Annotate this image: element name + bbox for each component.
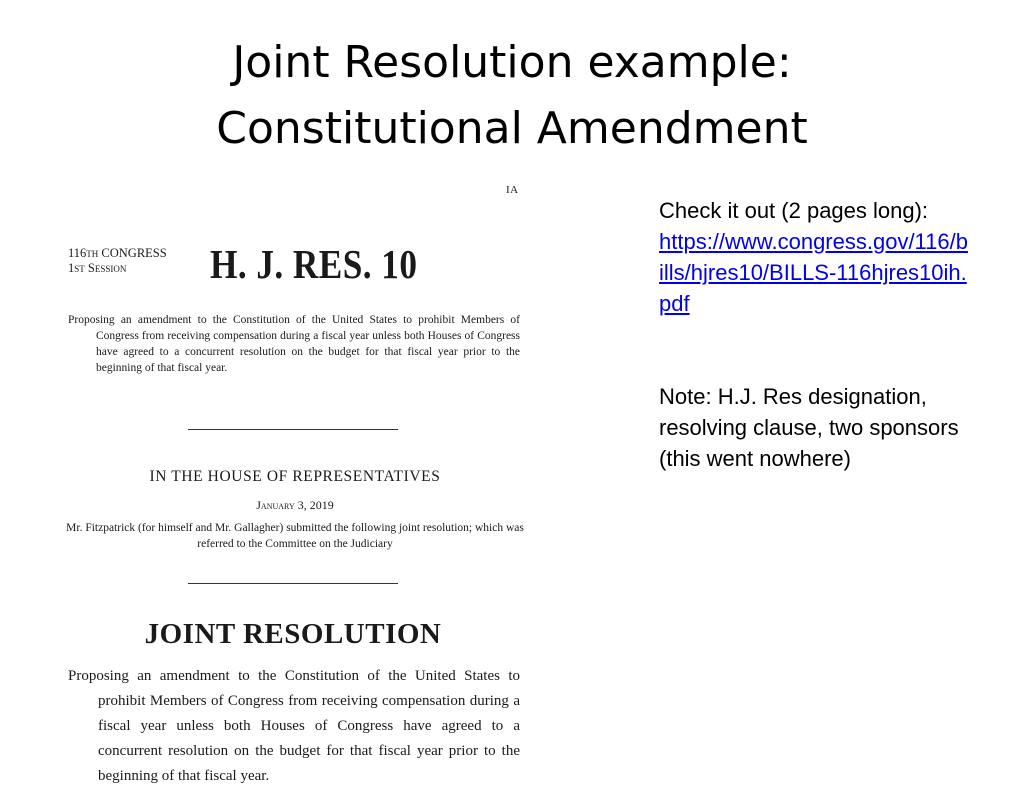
note-text: Note: H.J. Res designation, resolving clause, two sponsors (this went nowhere) xyxy=(659,384,959,471)
check-it-out-text: Check it out (2 pages long): xyxy=(659,198,929,223)
divider-rule xyxy=(188,429,398,430)
resolution-number: H. J. RES. 10 xyxy=(210,241,418,287)
bill-summary: Proposing an amendment to the Constitution of the United States to prohibit Members of Congress from receiving compensation during a fiscal year unless both Houses of Congress have agreed to a concurrent resolution on the budget for that fiscal year prior to the beginning of that fiscal year. xyxy=(68,314,520,374)
slide-title xyxy=(0,30,1024,162)
bill-document-image xyxy=(60,178,530,784)
introduction-date: January 3, 2019 xyxy=(256,498,334,512)
slide-title-line-2: Constitutional Amendment xyxy=(216,103,808,154)
session-number: 1st Session xyxy=(68,261,127,275)
congress-number: 116th CONGRESS xyxy=(68,246,167,260)
chamber-heading: IN THE HOUSE OF REPRESENTATIVES xyxy=(149,468,441,485)
joint-resolution-body: Proposing an amendment to the Constitution of the United States to prohibit Members of Congress from receiving compensation during a fiscal year unless both Houses of Congress have agreed to a concurrent resolution on the budget for that fiscal year prior to the beginning of that fiscal year. xyxy=(68,668,520,784)
congress-gov-link[interactable]: https://www.congress.gov/116/bills/hjres10/BILLS-116hjres10ih.pdf xyxy=(659,229,968,316)
divider-rule xyxy=(188,583,398,584)
corner-mark: IA xyxy=(506,184,519,196)
slide-title-line-1: Joint Resolution example: xyxy=(232,37,792,88)
congress-session xyxy=(68,246,167,276)
joint-resolution-heading: JOINT RESOLUTION xyxy=(144,618,442,650)
side-notes xyxy=(659,195,969,474)
sponsors-text: Mr. Fitzpatrick (for himself and Mr. Gallagher) submitted the following joint resolution; which was referred to the Committee on the Judiciary xyxy=(66,522,524,550)
